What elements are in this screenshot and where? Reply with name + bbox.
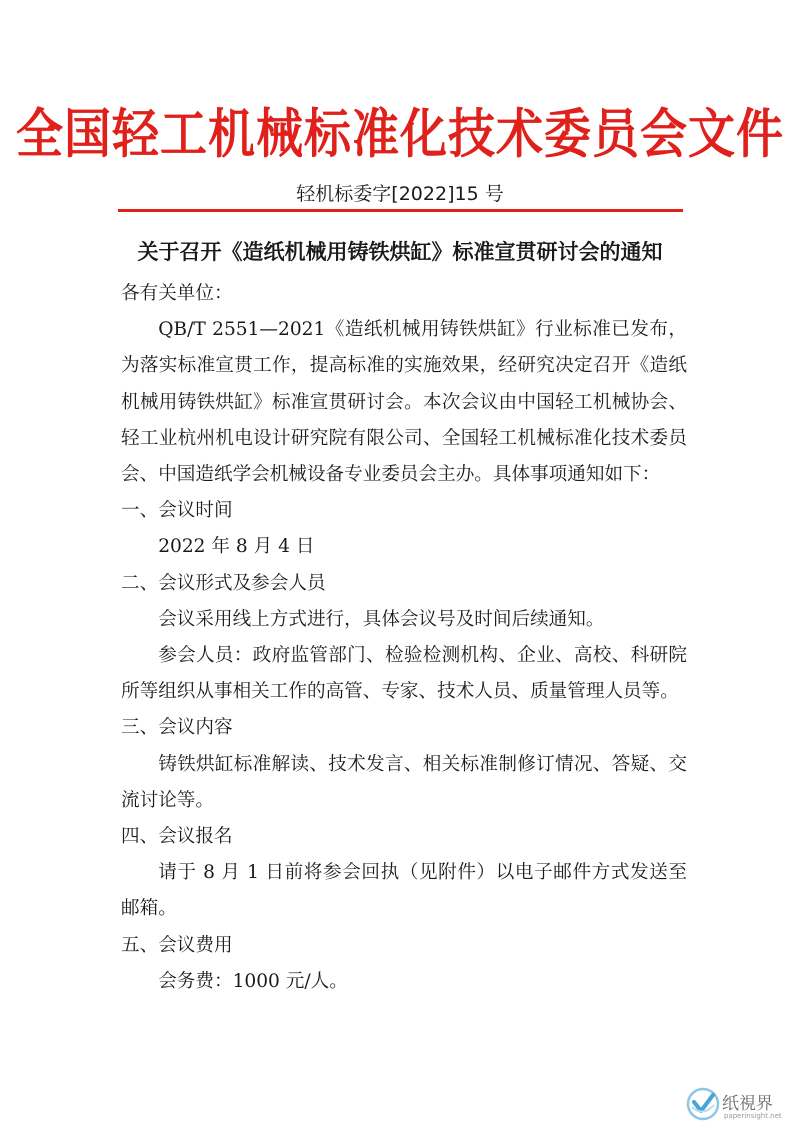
section-paragraph-fee: 会务费：1000 元/人。 xyxy=(158,970,348,992)
section-heading-time: 一、会议时间 xyxy=(121,500,233,522)
section-paragraph-attendees: 参会人员：政府监管部门、检验检测机构、企业、高校、科研院所等组织从事相关工作的高管、专家、技术人员、质量管理人员等。 xyxy=(121,645,687,703)
section-heading-format: 二、会议形式及参会人员 xyxy=(121,572,326,594)
intro-paragraph: QB/T 2551—2021《造纸机械用铸铁烘缸》行业标准已发布，为落实标准宣贯工作，提高标准的实施效果，经研究决定召开《造纸机械用铸铁烘缸》标准宣贯研讨会。本次会议由中国轻工机械协会、轻工业杭州机电设计研究院有限公司、全国轻工机械标准化技术委员会、中国造纸学会机械设备专业委员会主办。具体事项通知如下： xyxy=(121,319,687,486)
watermark-url: paperinsight.net xyxy=(724,1112,782,1120)
section-heading-content: 三、会议内容 xyxy=(121,717,233,739)
section-paragraph-format: 会议采用线上方式进行，具体会议号及时间后续通知。 xyxy=(158,608,605,630)
watermark xyxy=(686,1085,792,1125)
watermark-brand: 纸視界 xyxy=(722,1094,773,1114)
section-paragraph-registration: 请于 8 月 1 日前将参会回执（见附件）以电子邮件方式发送至邮箱。 xyxy=(121,862,687,920)
red-divider-line xyxy=(118,209,683,212)
section-paragraph-time: 2022 年 8 月 4 日 xyxy=(158,536,315,558)
section-paragraph-content: 铸铁烘缸标准解读、技术发言、相关标准制修订情况、答疑、交流讨论等。 xyxy=(121,753,687,811)
salutation: 各有关单位： xyxy=(121,283,233,304)
issuer-header-title: 全国轻工机械标准化技术委员会文件 xyxy=(16,103,784,166)
section-heading-registration: 四、会议报名 xyxy=(121,826,233,848)
section-heading-fee: 五、会议费用 xyxy=(121,934,233,956)
notice-body xyxy=(121,276,687,1000)
document-number: 轻机标委字[2022]15 号 xyxy=(296,183,504,205)
notice-title: 关于召开《造纸机械用铸铁烘缸》标准宣贯研讨会的通知 xyxy=(137,240,663,264)
paperinsight-logo-icon xyxy=(686,1087,720,1121)
